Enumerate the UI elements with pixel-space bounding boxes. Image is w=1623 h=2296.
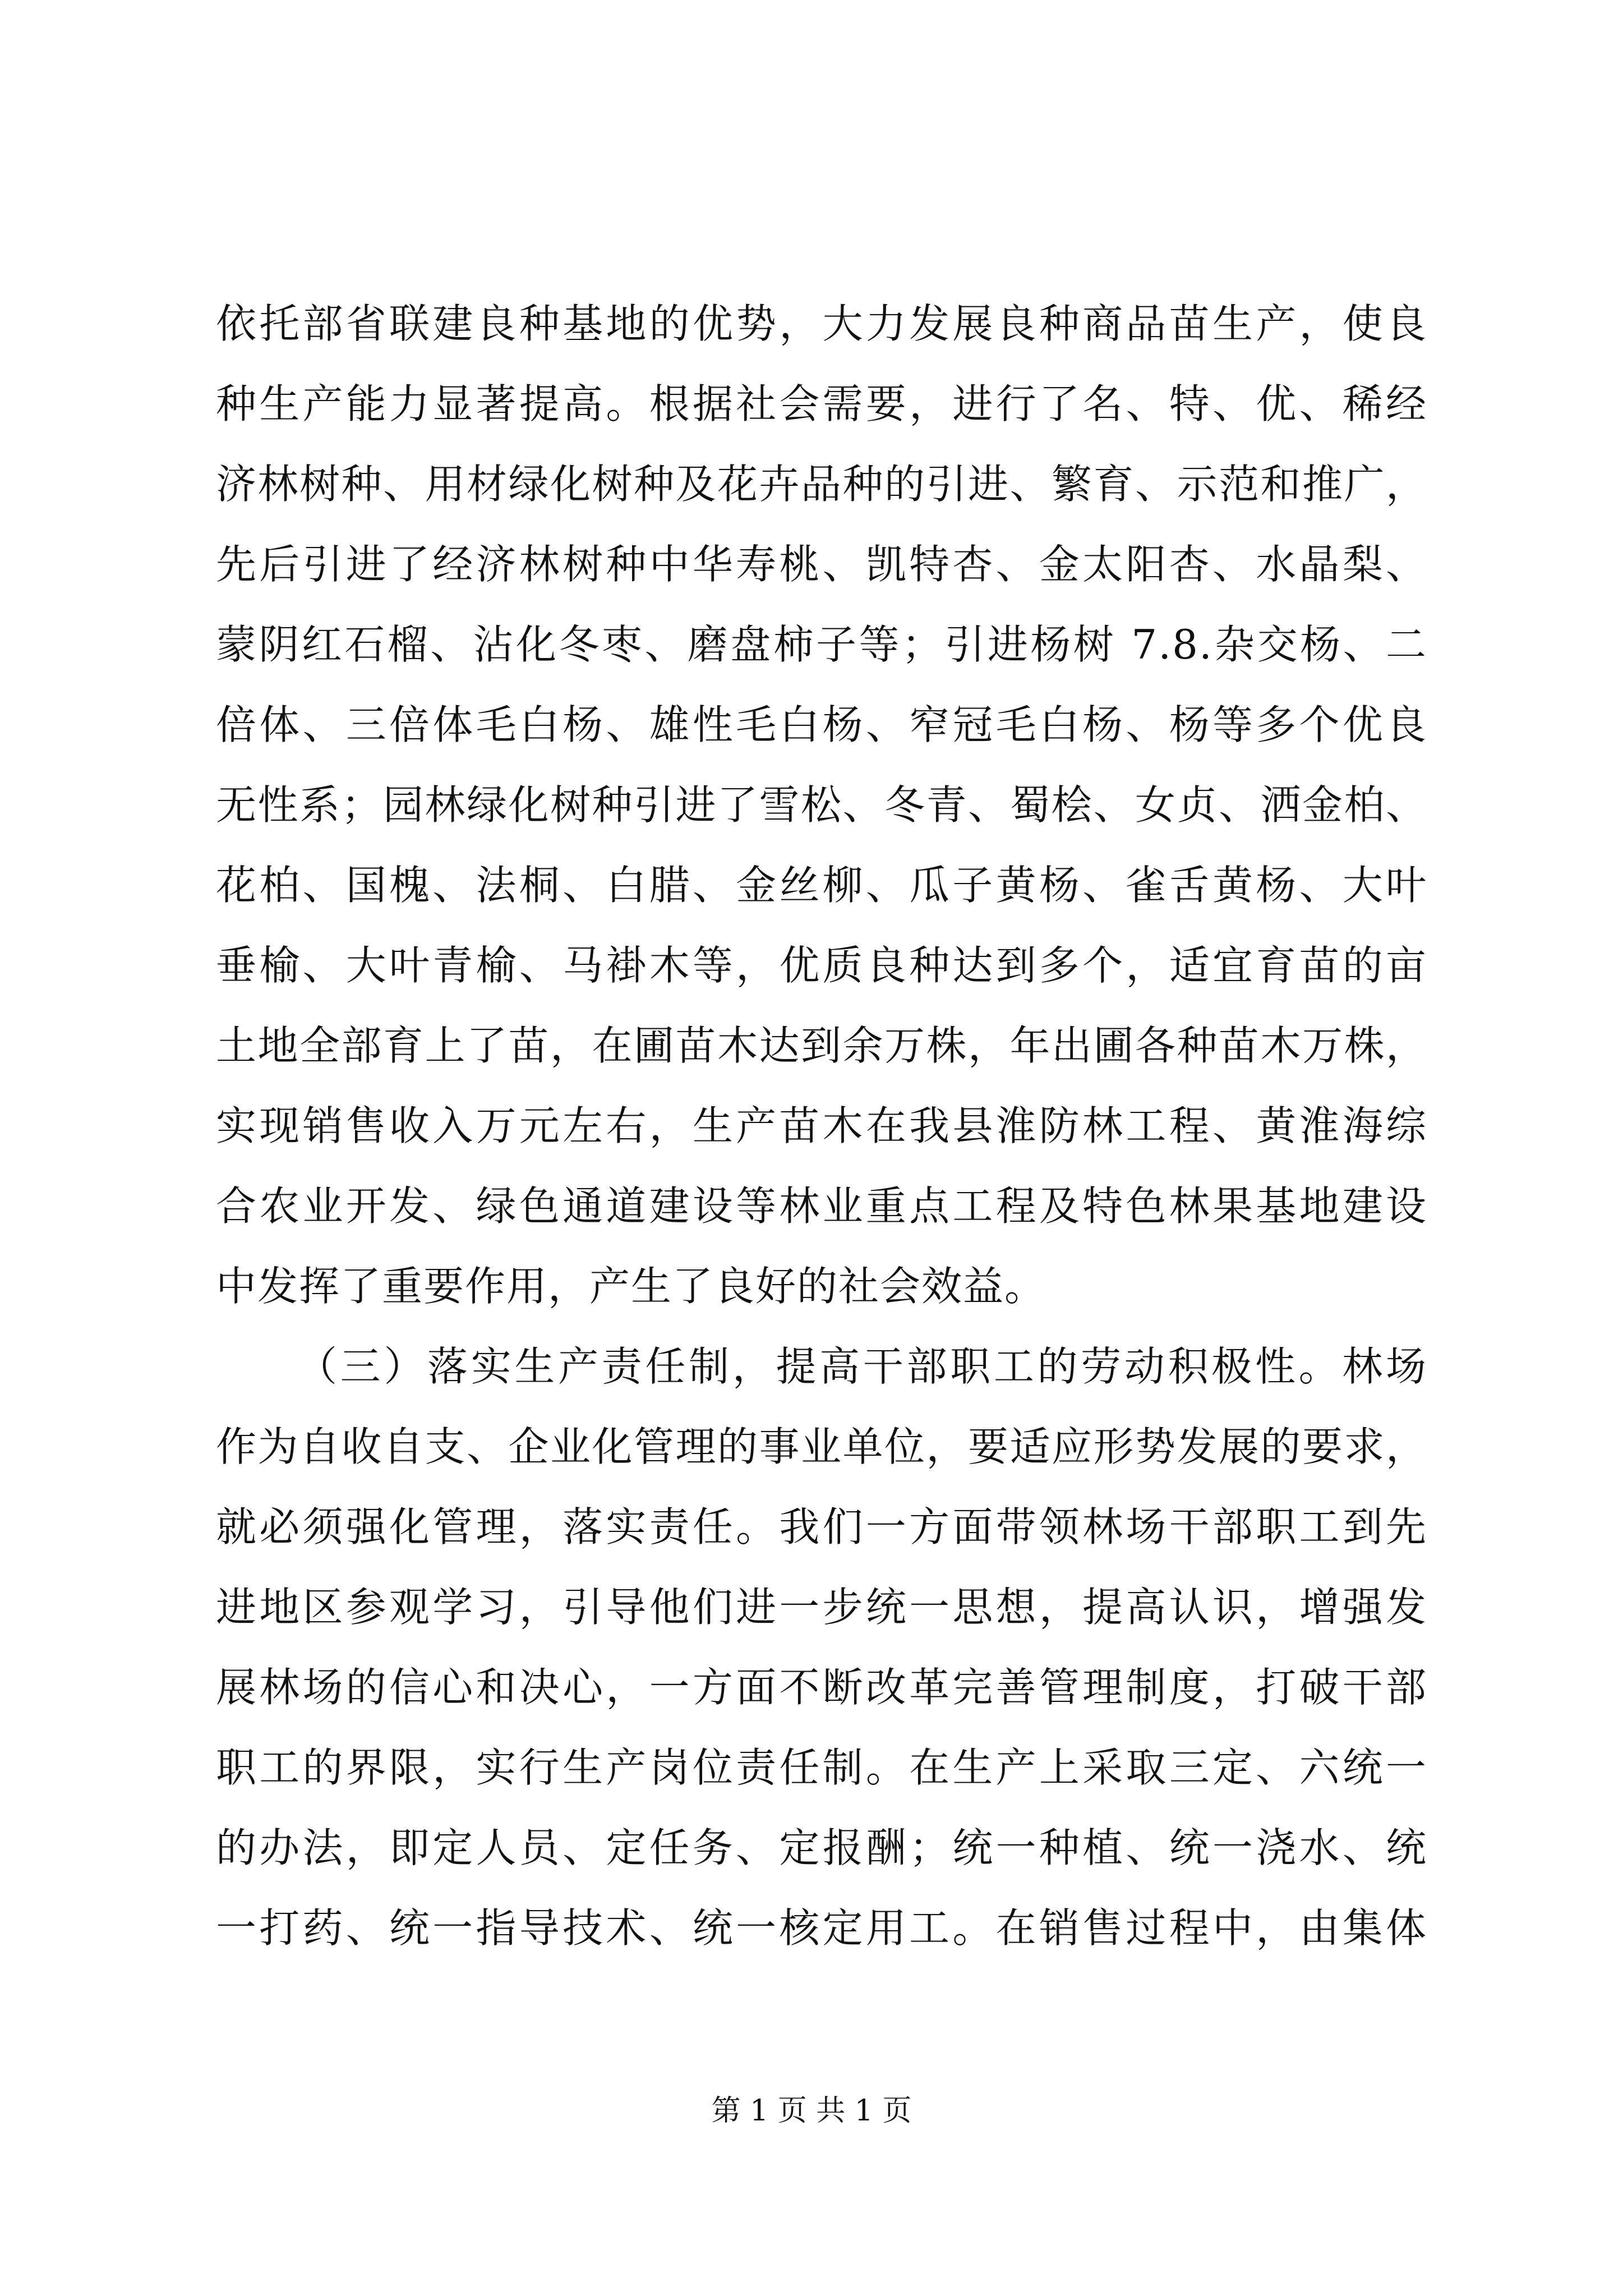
text-line: 花柏、国槐、法桐、白腊、金丝柳、瓜子黄杨、雀舌黄杨、大叶	[216, 862, 1427, 909]
text-line: 就必须强化管理，落实责任。我们一方面带领林场干部职工到先	[216, 1503, 1427, 1550]
text-line: 蒙阴红石榴、沾化冬枣、磨盘柿子等；引进杨树 7.8.杂交杨、二	[216, 621, 1427, 668]
text-line: 职工的界限，实行生产岗位责任制。在生产上采取三定、六统一	[216, 1744, 1427, 1791]
text-line: 垂榆、大叶青榆、马褂木等，优质良种达到多个，适宜育苗的亩	[216, 942, 1427, 989]
text-line: 先后引进了经济林树种中华寿桃、凯特杏、金太阳杏、水晶梨、	[216, 541, 1427, 588]
text-line: 进地区参观学习，引导他们进一步统一思想，提高认识，增强发	[216, 1584, 1427, 1631]
text-line: 济林树种、用材绿化树种及花卉品种的引进、繁育、示范和推广，	[216, 461, 1427, 508]
text-line: 土地全部育上了苗，在圃苗木达到余万株，年出圃各种苗木万株，	[216, 1022, 1427, 1069]
text-line: 展林场的信心和决心，一方面不断改革完善管理制度，打破干部	[216, 1664, 1427, 1711]
text-line: 中发挥了重要作用，产生了良好的社会效益。	[216, 1263, 1046, 1310]
text-line: 作为自收自支、企业化管理的事业单位，要适应形势发展的要求，	[216, 1423, 1427, 1470]
text-line: 依托部省联建良种基地的优势，大力发展良种商品苗生产，使良	[216, 300, 1427, 347]
text-line: 无性系；园林绿化树种引进了雪松、冬青、蜀桧、女贞、洒金柏、	[216, 781, 1427, 829]
document-body	[216, 284, 1427, 1968]
text-line: 种生产能力显著提高。根据社会需要，进行了名、特、优、稀经	[216, 380, 1427, 427]
page-number-footer: 第 1 页 共 1 页	[711, 2094, 912, 2128]
section-heading-line: （三）落实生产责任制，提高干部职工的劳动积极性。林场	[297, 1343, 1427, 1390]
text-line: 实现销售收入万元左右，生产苗木在我县淮防林工程、黄淮海综	[216, 1102, 1427, 1149]
text-line: 一打药、统一指导技术、统一核定用工。在销售过程中，由集体	[216, 1904, 1427, 1952]
text-line: 倍体、三倍体毛白杨、雄性毛白杨、窄冠毛白杨、杨等多个优良	[216, 701, 1427, 748]
text-line: 合农业开发、绿色通道建设等林业重点工程及特色林果基地建设	[216, 1182, 1427, 1230]
text-line: 的办法，即定人员、定任务、定报酬；统一种植、统一浇水、统	[216, 1824, 1427, 1871]
